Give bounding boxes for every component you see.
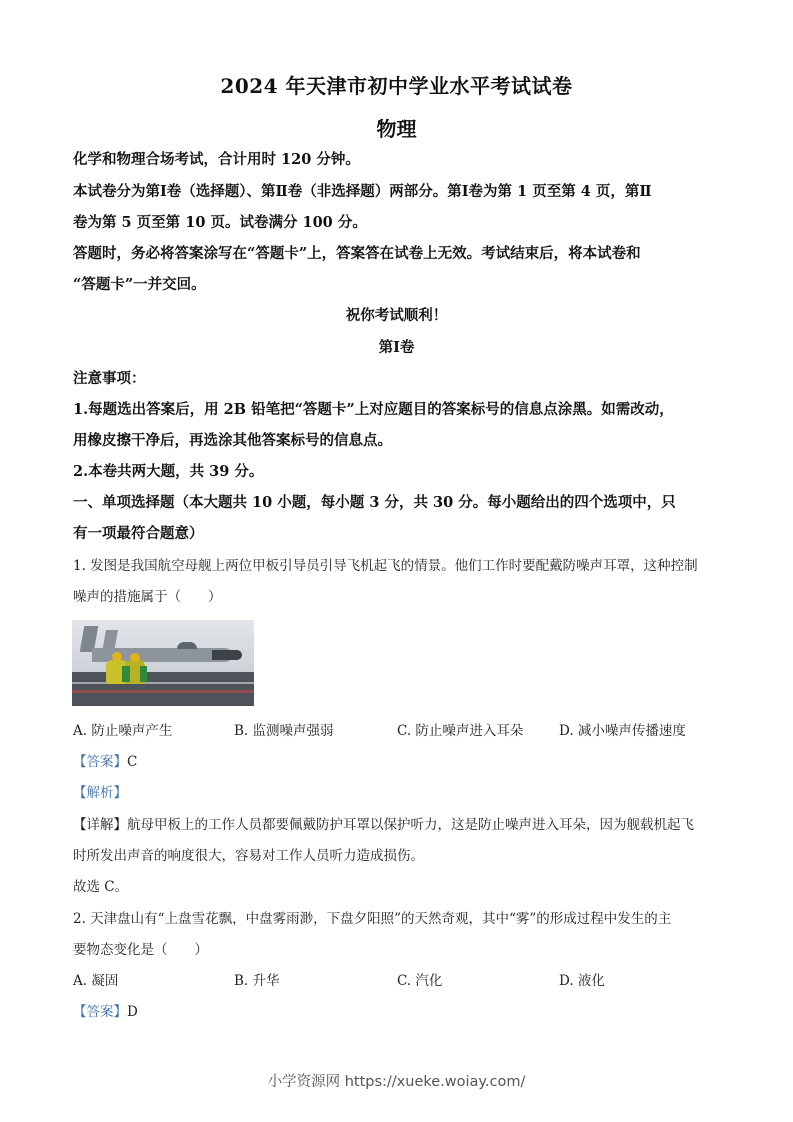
q1-option-d: D. 减小噪声传播速度 [559,723,686,739]
notes-title: 注意事项： [73,370,146,387]
q2-stem-line-1: 2. 天津盘山有“上盘雪花飘，中盘雾雨渺，下盘夕阳照”的天然奇观，其中“雾”的形成过程中发生的主 [73,911,672,927]
intro-line-1: 化学和物理合场考试，合计用时 120 分钟。 [73,151,360,168]
q1-stem-line-2: 噪声的措施属于（ ） [73,589,222,605]
q1-detail-line-1 [73,815,723,835]
image-worker-sleeve [122,666,130,682]
image-helmet [112,652,122,661]
exam-subject: 物理 [376,117,417,141]
detail-tag: 【详解】 [73,817,127,833]
detail-text: 航母甲板上的工作人员都要佩戴防护耳罩以保护听力，这是防止噪声进入耳朵，因为舰载机起飞 [127,817,694,833]
part-title: 第Ⅰ卷 [378,339,415,356]
q1-option-c: C. 防止噪声进入耳朵 [397,723,524,739]
intro-line-4: 答题时，务必将答案涂写在“答题卡”上，答案答在试卷上无效。考试结束后，将本试卷和 [73,245,641,262]
q2-answer [73,1002,723,1022]
image-deck-line [72,682,254,684]
image-deck-stripe [72,690,254,693]
intro-line-5: “答题卡”一并交回。 [73,276,206,293]
section-title-line-2: 有一项最符合题意） [73,525,204,542]
q1-analysis [73,783,723,803]
note-line-1: 1.每题选出答案后，用 2B 铅笔把“答题卡”上对应题目的答案标号的信息点涂黑。如需改动， [73,401,674,418]
answer-value: C [127,754,138,770]
image-helmet [130,653,140,662]
intro-line-2: 本试卷分为第Ⅰ卷（选择题）、第Ⅱ卷（非选择题）两部分。第Ⅰ卷为第 1 页至第 4 页，第Ⅱ [73,183,652,200]
image-worker-sleeve [140,666,147,682]
image-jet-nose [212,650,242,660]
carrier-jet-image [72,620,254,706]
q2-option-b: B. 升华 [234,973,280,989]
answer-value: D [127,1004,138,1020]
q2-option-a: A. 凝固 [73,973,119,989]
answer-tag: 【答案】 [73,1004,127,1020]
q1-option-b: B. 监测噪声强弱 [234,723,334,739]
q1-stem-line-1: 1. 发图是我国航空母舰上两位甲板引导员引导飞机起飞的情景。他们工作时要配戴防噪声耳罩，这种控制 [73,558,698,574]
note-line-2: 用橡皮擦干净后，再选涂其他答案标号的信息点。 [73,432,392,449]
exam-title: 2024 年天津市初中学业水平考试试卷 [220,74,573,98]
section-title-line-1: 一、单项选择题（本大题共 10 小题，每小题 3 分，共 30 分。每小题给出的四个选项中，只 [73,494,676,511]
q2-stem-line-2: 要物态变化是（ ） [73,942,208,958]
image-deck [72,672,254,706]
image-sky [72,620,254,672]
q1-detail-line-2: 时所发出声音的响度很大，容易对工作人员听力造成损伤。 [73,848,424,864]
q1-option-a: A. 防止噪声产生 [73,723,173,739]
note-line-3: 2.本卷共两大题，共 39 分。 [73,463,264,480]
wish-text: 祝你考试顺利！ [345,307,448,324]
q1-answer [73,752,723,772]
footer-watermark: 小学资源网 https://xueke.woiay.com/ [267,1074,526,1090]
q2-option-c: C. 汽化 [397,973,443,989]
q1-conclusion: 故选 C。 [73,879,129,895]
q2-option-d: D. 液化 [559,973,605,989]
image-jet-cockpit [177,642,197,649]
analysis-tag: 【解析】 [73,785,127,801]
answer-tag: 【答案】 [73,754,127,770]
intro-line-3: 卷为第 5 页至第 10 页。试卷满分 100 分。 [73,214,367,231]
